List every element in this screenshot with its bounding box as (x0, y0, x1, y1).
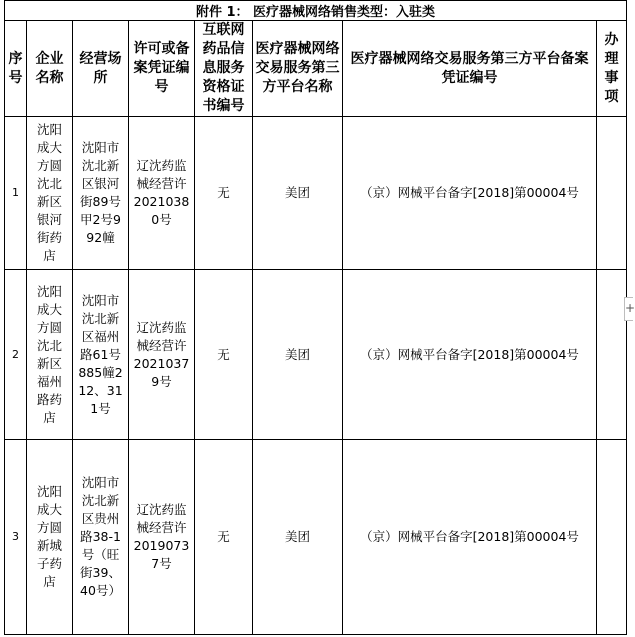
document-table (4, 0, 627, 635)
cell-internet: 无 (195, 270, 253, 440)
table-row (5, 117, 627, 270)
header-license: 许可或备案凭证编号 (129, 21, 195, 117)
cell-license: 辽沈药监械经营许20210380号 (129, 117, 195, 270)
table-row (5, 270, 627, 440)
cell-internet: 无 (195, 440, 253, 635)
header-seq: 序号 (5, 21, 27, 117)
header-platform-name: 医疗器械网络交易服务第三方平台名称 (253, 21, 343, 117)
cell-platform-name: 美团 (253, 270, 343, 440)
header-addr: 经营场所 (73, 21, 129, 117)
cell-addr: 沈阳市沈北新区银河街89号甲2号992幢 (73, 117, 129, 270)
cell-addr: 沈阳市沈北新区福州路61号885幢212、311号 (73, 270, 129, 440)
cell-license: 辽沈药监械经营许20190737号 (129, 440, 195, 635)
cell-name: 沈阳成大方圆沈北新区福州路药店 (27, 270, 73, 440)
cell-name: 沈阳成大方圆沈北新区银河街药店 (27, 117, 73, 270)
cell-platform-no: （京）网械平台备字[2018]第00004号 (343, 117, 597, 270)
header-platform-no: 医疗器械网络交易服务第三方平台备案凭证编号 (343, 21, 597, 117)
header-handle: 办理事项 (597, 21, 627, 117)
cell-platform-name: 美团 (253, 117, 343, 270)
expand-handle-icon[interactable]: + (624, 297, 633, 321)
cell-seq: 2 (5, 270, 27, 440)
cell-handle (597, 270, 627, 440)
table-title: 附件 1： 医疗器械网络销售类型：入驻类 (5, 1, 627, 21)
header-row (5, 21, 627, 117)
header-internet: 互联网药品信息服务资格证书编号 (195, 21, 253, 117)
header-name: 企业名称 (27, 21, 73, 117)
cell-addr: 沈阳市沈北新区贵州路38-1号（旺街39、40号） (73, 440, 129, 635)
table-row (5, 440, 627, 635)
cell-platform-name: 美团 (253, 440, 343, 635)
cell-internet: 无 (195, 117, 253, 270)
cell-platform-no: （京）网械平台备字[2018]第00004号 (343, 440, 597, 635)
cell-seq: 3 (5, 440, 27, 635)
cell-handle (597, 117, 627, 270)
cell-seq: 1 (5, 117, 27, 270)
cell-platform-no: （京）网械平台备字[2018]第00004号 (343, 270, 597, 440)
cell-handle (597, 440, 627, 635)
cell-license: 辽沈药监械经营许20210379号 (129, 270, 195, 440)
cell-name: 沈阳成大方圆新城子药店 (27, 440, 73, 635)
